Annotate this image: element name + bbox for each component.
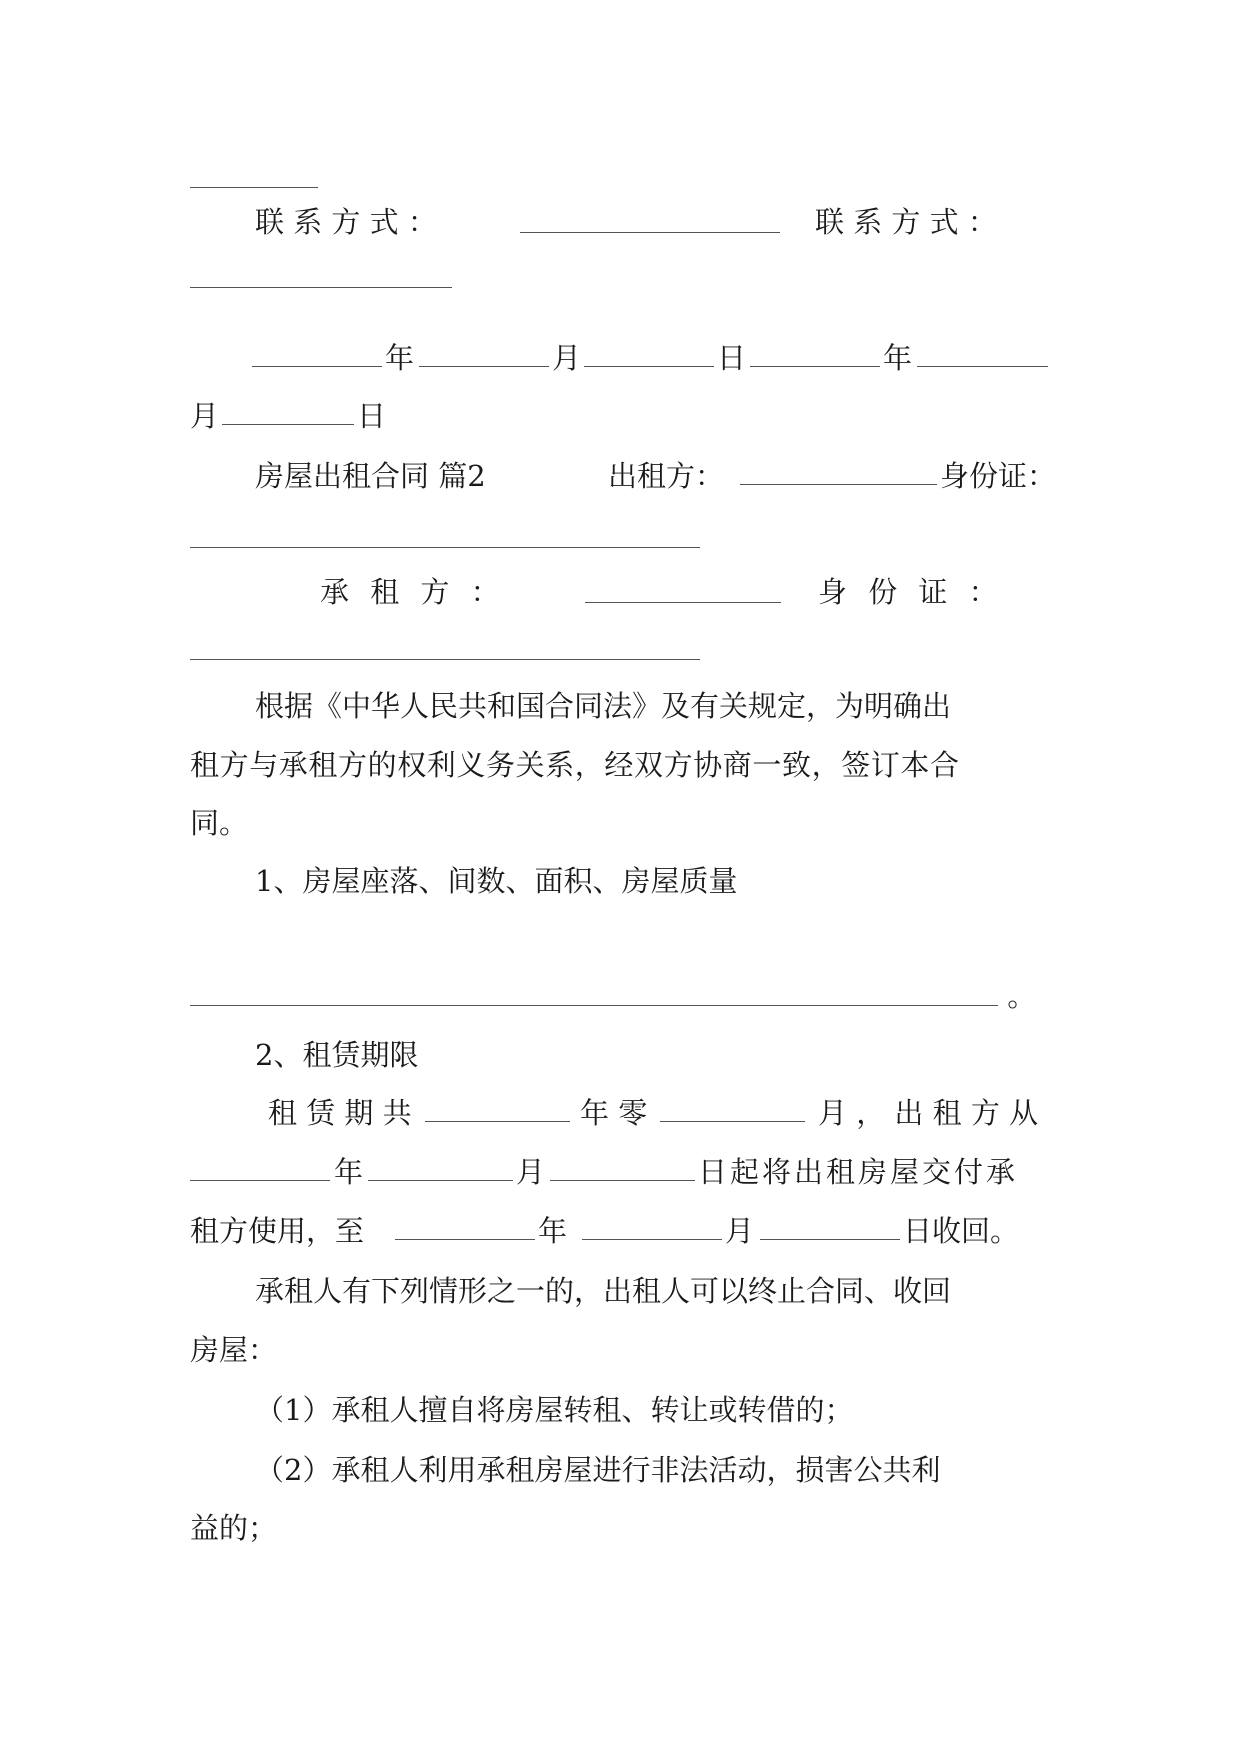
condition-item-1: （1）承租人擅自将房屋转租、转让或转借的； <box>255 1393 854 1427</box>
contact-label-right: 联 系 方 式 ： <box>815 205 997 239</box>
day-blank-2 <box>222 396 354 425</box>
month-blank <box>419 338 549 367</box>
contact-label-left: 联 系 方 式 ： <box>255 205 437 239</box>
term-years-blank <box>425 1093 570 1122</box>
lessee-line <box>190 572 1060 612</box>
term-line-2 <box>190 1152 1060 1192</box>
start-month-blank <box>368 1152 513 1181</box>
house-info-blank <box>190 977 998 1006</box>
date-line-1 <box>190 338 1060 378</box>
end-day-blank <box>760 1211 900 1240</box>
day-label: 日 <box>717 341 747 375</box>
term-line-1 <box>190 1093 1060 1133</box>
lessee-label: 承 租 方 ： <box>320 575 500 609</box>
lessee-blank <box>585 572 781 603</box>
year-blank-2 <box>750 338 880 367</box>
id-label: 身份证： <box>940 459 1057 493</box>
month-label-2: 月 <box>190 399 220 433</box>
term-months-blank <box>660 1093 805 1122</box>
term-line-2-tail: 日起将出租房屋交付承 <box>698 1155 1019 1189</box>
lessee-id-blank <box>190 631 700 660</box>
year-blank <box>252 338 382 367</box>
term-line-3-tail: 日收回。 <box>903 1214 1020 1248</box>
start-year-blank <box>190 1152 330 1181</box>
lessor-blank <box>740 456 937 485</box>
term-label-c: 月 ， 出 租 方 从 <box>818 1096 1039 1130</box>
contact-blank-left <box>520 202 780 233</box>
term-label-b: 年 零 <box>580 1096 648 1130</box>
period: 。 <box>1007 979 1037 1013</box>
month-blank-2 <box>917 338 1048 367</box>
contact-line <box>190 202 1060 242</box>
date-line-2 <box>190 396 1060 436</box>
conditions-line-1: 承租人有下列情形之一的，出租人可以终止合同、收回 <box>255 1274 952 1308</box>
intro-line-3: 同。 <box>190 806 249 840</box>
conditions-line-2: 房屋： <box>190 1333 278 1367</box>
end-year-blank <box>395 1211 535 1240</box>
lessor-id-blank <box>190 519 700 548</box>
id-blank-line <box>190 518 1060 558</box>
start-month-label: 月 <box>516 1155 546 1189</box>
blank <box>190 159 318 188</box>
title-line <box>190 456 1060 496</box>
intro-line-2: 租方与承租方的权利义务关系，经双方协商一致，签订本合 <box>190 748 960 782</box>
house-info-line <box>190 976 1060 1016</box>
contact-blank-right <box>190 259 452 288</box>
lessee-id-blank-line <box>190 630 1060 670</box>
end-year-label: 年 <box>538 1214 568 1248</box>
year-label-2: 年 <box>883 341 913 375</box>
intro-line-1: 根据《中华人民共和国合同法》及有关规定，为明确出 <box>255 689 952 723</box>
section-1-heading: 1、房屋座落、间数、面积、房屋质量 <box>255 864 738 898</box>
start-day-blank <box>550 1152 695 1181</box>
day-blank <box>584 338 714 367</box>
term-line-3 <box>190 1211 1060 1251</box>
term-label-a: 租 赁 期 共 <box>268 1096 412 1130</box>
end-month-label: 月 <box>725 1214 755 1248</box>
section-2-heading: 2、租赁期限 <box>255 1038 419 1072</box>
day-label-2: 日 <box>357 399 387 433</box>
condition-item-2-line-2: 益的； <box>190 1511 278 1545</box>
end-month-blank <box>582 1211 722 1240</box>
lessee-id-label: 身 份 证 ： <box>818 575 998 609</box>
blank-line-top <box>190 158 1060 198</box>
condition-item-2-line-1: （2）承租人利用承租房屋进行非法活动，损害公共利 <box>255 1453 941 1487</box>
contact-blank-line <box>190 258 1060 298</box>
term-line-3-head: 租方使用，至 <box>190 1214 365 1248</box>
start-year-label: 年 <box>334 1155 364 1189</box>
month-label: 月 <box>552 341 582 375</box>
lessor-label: 出租方： <box>608 459 725 493</box>
contract-title: 房屋出租合同 篇2 <box>255 459 486 493</box>
year-label: 年 <box>385 341 415 375</box>
